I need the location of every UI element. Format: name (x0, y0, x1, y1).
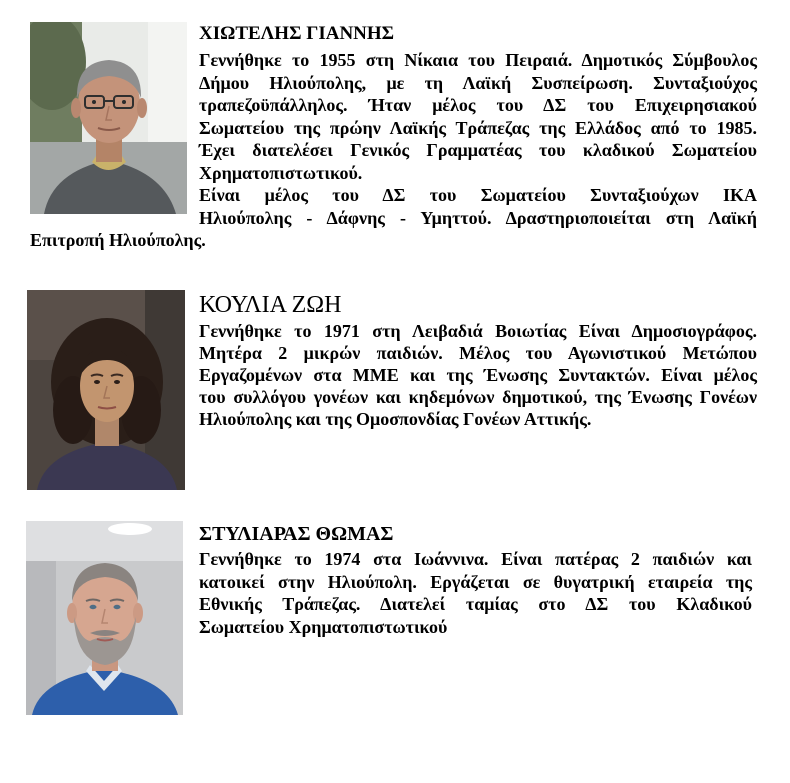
bio-line: Εθνικής Τράπεζας. Διατελεί ταμίας στο ΔΣ του Κλαδικού (199, 594, 752, 615)
portrait-woman-curly-hair (27, 290, 185, 490)
candidate-name: ΚΟΥΛΙΑ ΖΩΗ (199, 292, 342, 318)
bio-line: κατοικεί στην Ηλιούπολη. Εργάζεται σε θυγατρική εταιρεία της (199, 571, 752, 592)
bio-line: Σωματείου της πρώην Λαϊκής Τράπεζας της Ελλάδος από το 1985. (199, 117, 757, 138)
bio-line: Γεννήθηκε το 1955 στη Νίκαια του Πειραιά. Δημοτικός Σύμβουλος (199, 50, 757, 70)
candidate-entry-2 (27, 290, 757, 490)
candidate-photo-3 (26, 521, 183, 715)
bio-line: Γεννήθηκε το 1971 στη Λειβαδιά Βοιωτίας Είναι Δημοσιογράφος. (199, 321, 757, 341)
portrait-man-gray-hair (30, 22, 187, 214)
bio-line: Δήμου Ηλιούπολης, με τη Λαϊκή Συσπείρωση. Συνταξιούχος (199, 72, 757, 93)
bio-line: του συλλόγου γονέων και κηδεμόνων δημοτικού, της Ένωσης Γονέων (199, 387, 757, 407)
bio-line: Εργαζομένων στα ΜΜΕ και της Ένωσης Συντακτών. Είναι μέλος (199, 365, 757, 385)
candidate-photo-1 (30, 22, 187, 214)
bio-line: Ηλιούπολης και της Ομοσπονδίας Γονέων Αττικής. (199, 409, 592, 429)
candidate-name: ΧΙΩΤΕΛΗΣ ΓΙΑΝΝΗΣ (199, 23, 395, 44)
bio-line: Γεννήθηκε το 1974 στα Ιωάννινα. Είναι πατέρας 2 παιδιών και (199, 549, 752, 569)
candidate-name: ΣΤΥΛΙΑΡΑΣ ΘΩΜΑΣ (199, 523, 394, 545)
candidate-photo-2 (27, 290, 185, 490)
bio-line: Επιτροπή Ηλιούπολης. (30, 230, 206, 250)
candidate-entry-1 (30, 22, 757, 252)
bio-line: Ηλιούπολης - Δάφνης - Υμηττού. Δραστηριοποιείται στη Λαϊκή (199, 207, 757, 228)
bio-line: Είναι μέλος του ΔΣ του Σωματείου Συνταξιούχων ΙΚΑ (199, 185, 757, 205)
bio-line: Σωματείου Χρηματοπιστωτικού (199, 617, 448, 638)
bio-line: τραπεζοϋπάλληλος. Ήταν μέλος του ΔΣ του Επιχειρησιακού (199, 95, 757, 115)
bio-line: Χρηματοπιστωτικού. (199, 162, 363, 183)
portrait-man-gray-beard (26, 521, 183, 715)
bio-line: Έχει διατελέσει Γενικός Γραμματέας του κλαδικού Σωματείου (199, 140, 757, 160)
bio-line: Μητέρα 2 μικρών παιδιών. Μέλος του Αγωνιστικού Μετώπου (199, 343, 757, 363)
candidate-entry-3 (26, 521, 752, 715)
